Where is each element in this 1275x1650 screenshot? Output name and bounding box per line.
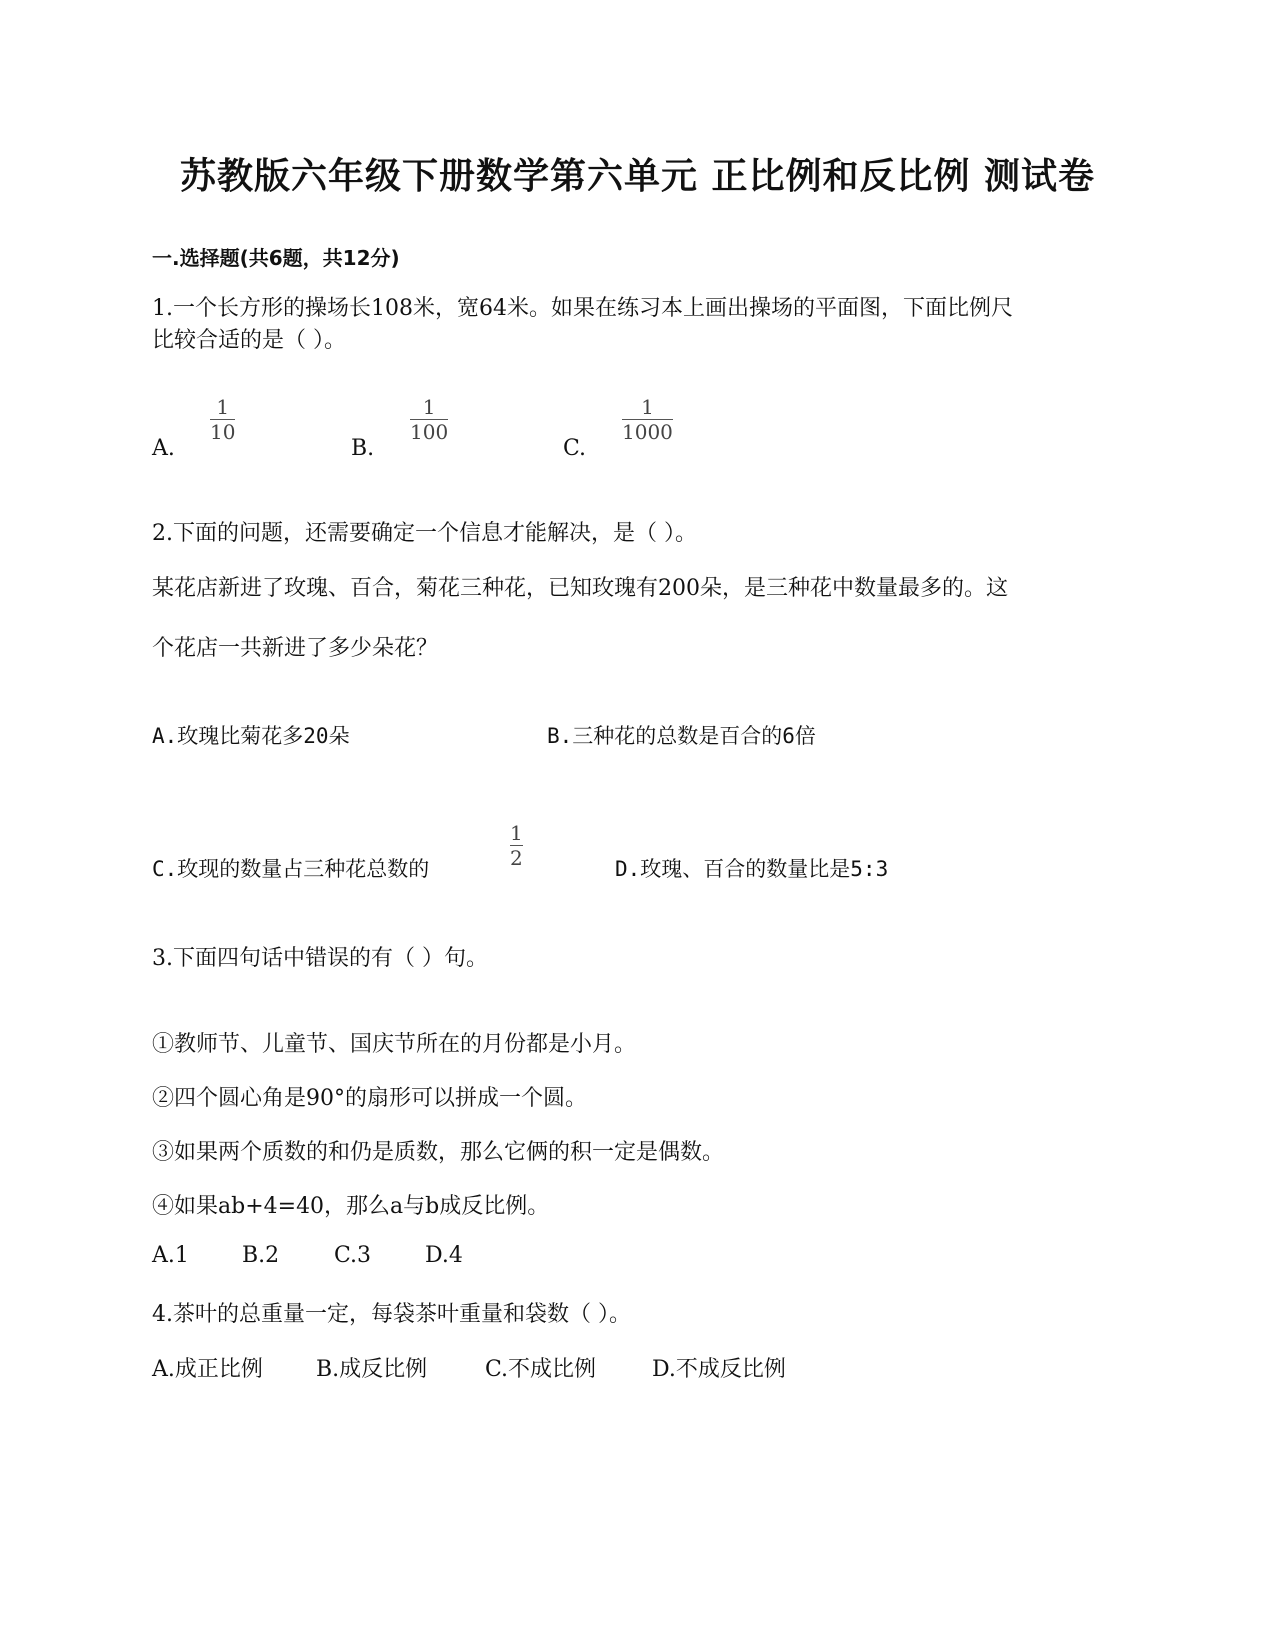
q3-statement-3: ③如果两个质数的和仍是质数，那么它俩的积一定是偶数。	[152, 1140, 725, 1165]
page-title: 苏教版六年级下册数学第六单元 正比例和反比例 测试卷	[179, 156, 1096, 197]
q1-option-b-label: B.	[351, 436, 375, 461]
q4-stem: 4.茶叶的总重量一定，每袋茶叶重量和袋数（ ）。	[152, 1302, 631, 1327]
q3-option-c: C.3	[334, 1243, 372, 1268]
fraction-numerator: 1	[641, 395, 654, 419]
q2-option-c: C.玫现的数量占三种花总数的	[152, 857, 430, 881]
q4-option-c: C.不成比例	[485, 1357, 597, 1382]
q1-option-c-label: C.	[563, 436, 587, 461]
q1-stem-line1: 1.一个长方形的操场长108米，宽64米。如果在练习本上画出操场的平面图，下面比例尺	[152, 296, 1013, 321]
q1-option-c-fraction	[622, 396, 673, 443]
fraction-numerator: 1	[510, 821, 523, 845]
section-heading: 一.选择题(共6题，共12分)	[152, 246, 400, 270]
q2-option-c-fraction	[510, 822, 523, 869]
q2-context-line2: 个花店一共新进了多少朵花？	[152, 636, 439, 661]
fraction-numerator: 1	[216, 395, 230, 419]
q3-statement-2: ②四个圆心角是90°的扇形可以拼成一个圆。	[152, 1086, 587, 1111]
q1-stem-line2: 比较合适的是（ ）。	[152, 328, 346, 353]
q1-option-a-label: A.	[152, 436, 175, 461]
fraction-denominator: 2	[510, 846, 523, 870]
q3-stem: 3.下面四句话中错误的有（ ）句。	[152, 946, 488, 971]
fraction-denominator: 100	[410, 420, 449, 444]
fraction-denominator: 1000	[622, 420, 673, 444]
q3-statement-4: ④如果ab+4=40，那么a与b成反比例。	[152, 1194, 550, 1219]
q4-option-b: B.成反比例	[316, 1357, 428, 1382]
q4-option-a: A.成正比例	[152, 1357, 263, 1382]
q3-statement-1: ①教师节、儿童节、国庆节所在的月份都是小月。	[152, 1032, 637, 1057]
q3-option-a: A.1	[152, 1243, 189, 1268]
q2-stem: 2.下面的问题，还需要确定一个信息才能解决，是（ ）。	[152, 521, 697, 546]
q3-option-b: B.2	[242, 1243, 280, 1268]
q2-option-d: D.玫瑰、百合的数量比是5:3	[615, 857, 889, 881]
q4-option-d: D.不成反比例	[652, 1357, 786, 1382]
q1-option-b-fraction	[410, 396, 448, 443]
q2-option-b: B.三种花的总数是百合的6倍	[547, 724, 816, 748]
q2-context-line1: 某花店新进了玫瑰、百合，菊花三种花，已知玫瑰有200朵，是三种花中数量最多的。这	[152, 576, 1008, 601]
fraction-denominator: 10	[210, 420, 236, 444]
q3-option-d: D.4	[425, 1243, 463, 1268]
q2-option-a: A.玫瑰比菊花多20朵	[152, 724, 350, 748]
fraction-numerator: 1	[422, 395, 436, 419]
q1-option-a-fraction	[210, 396, 235, 443]
